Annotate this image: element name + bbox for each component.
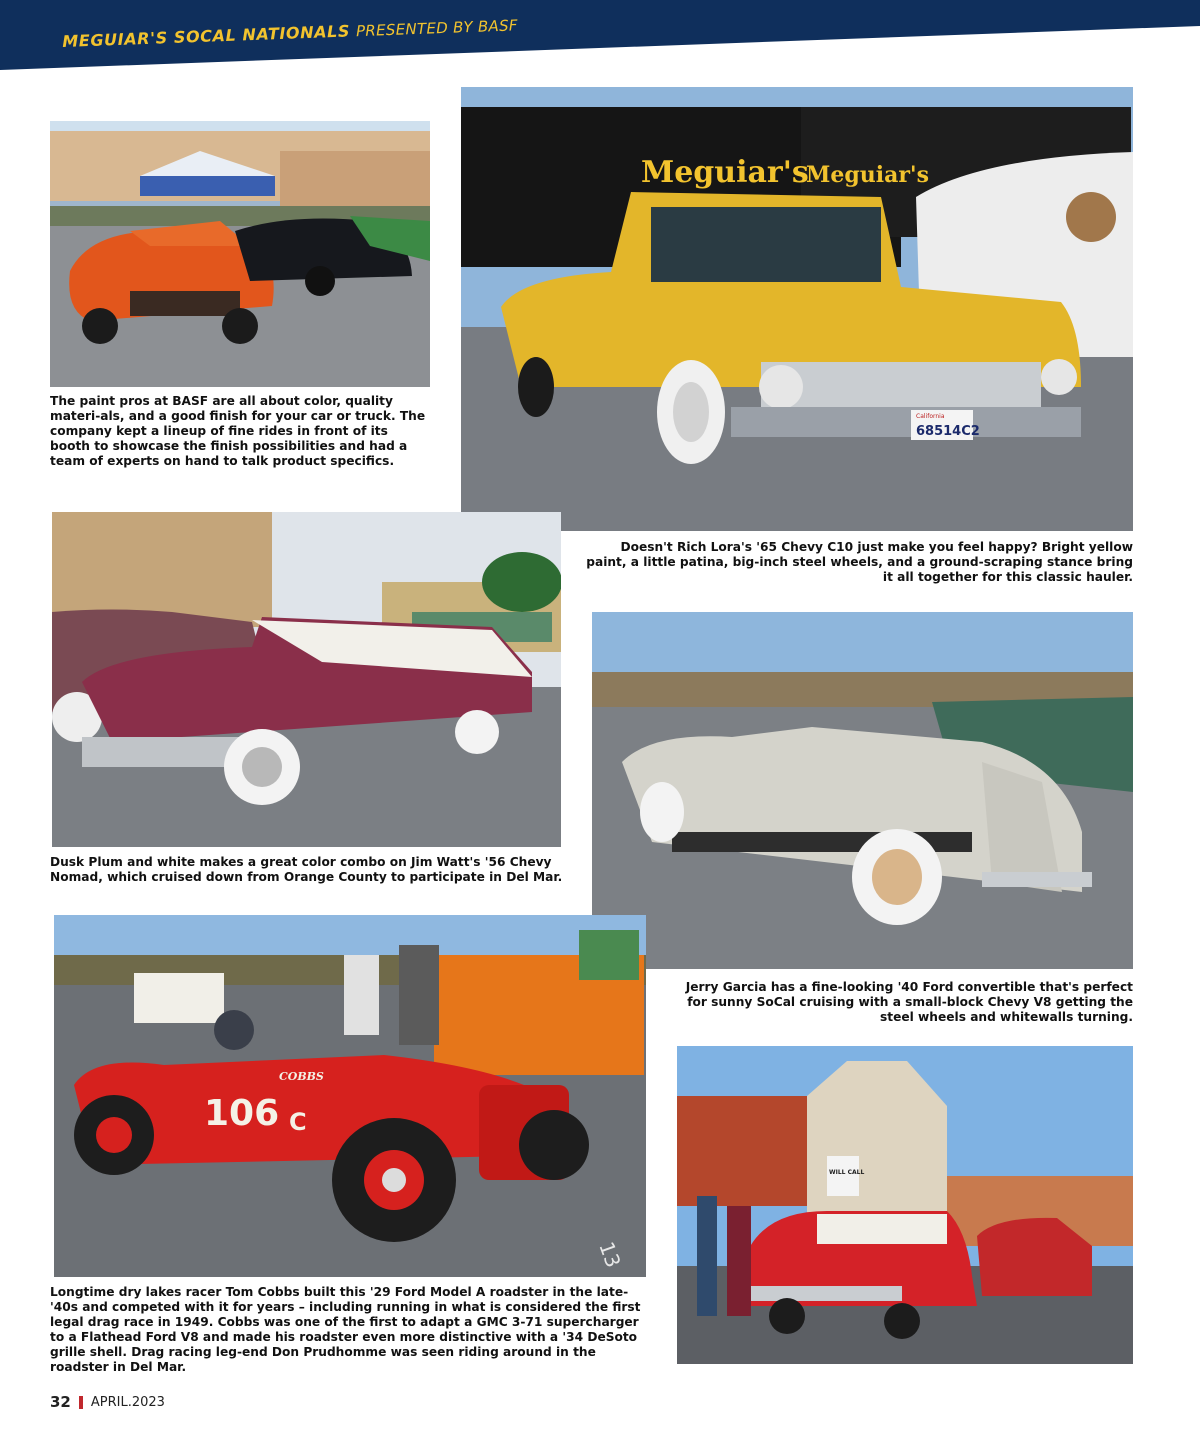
license-plate: 68514C2 (916, 424, 980, 439)
cobbs-lettering: COBBS (279, 1070, 324, 1083)
photo-chevy-nomad (52, 512, 561, 847)
photo-basf-booth (50, 121, 430, 387)
caption-nomad: Dusk Plum and white makes a great color combo on Jim Watt's '56 Chevy Nomad, which cruised down from Orange County to participate in Del Mar. (50, 855, 563, 884)
section-title: MEGUIAR'S SOCAL NATIONALS (62, 21, 351, 51)
issue-date: APRIL.2023 (90, 1394, 165, 1410)
caption-model-a: Longtime dry lakes racer Tom Cobbs built this '29 Ford Model A roadster in the late-'40s and competed with it for years – including running in what is considered the first legal drag race in 1949. Cobbs was one of the first to adapt a GMC 3-71 supercharger to a Flathead Ford V8 and made his roadster even more distinctive with a '34 DeSoto grille shell. Drag racing leg-end Don Prudhomme was seen riding around in the roadster in Del Mar. (50, 1285, 641, 1374)
photo-chevy-c10 (461, 87, 1133, 531)
racer-class: C (289, 1108, 307, 1136)
meguiars-logo-1: Meguiar's (641, 155, 809, 190)
racer-number: 106 (204, 1093, 280, 1134)
photo-ford-convertible (592, 612, 1133, 969)
plate-state: California (916, 413, 945, 420)
photo-del-mar-ford (677, 1046, 1133, 1364)
page-footer (50, 1393, 165, 1411)
page-number: 32 (50, 1393, 71, 1411)
caption-ford-convertible: Jerry Garcia has a fine-looking '40 Ford convertible that's perfect for sunny SoCal cruising with a small-block Chevy V8 getting the steel wheels and whitewalls turning. (685, 980, 1133, 1024)
parking-spot-number: 13 (594, 1238, 626, 1271)
footer-divider (79, 1396, 83, 1409)
caption-chevy-c10: Doesn't Rich Lora's '65 Chevy C10 just make you feel happy? Bright yellow paint, a little patina, big-inch steel wheels, and a ground-scraping stance bring it all together for this classic hauler. (586, 540, 1133, 584)
caption-basf: The paint pros at BASF are all about color, quality materi-als, and a good finish for your car or truck. The company kept a lineup of fine rides in front of its booth to showcase the finish possibilities and had a team of experts on hand to talk product specifics. (50, 394, 426, 468)
meguiars-logo-2: Meguiar's (806, 162, 930, 188)
section-subtitle: PRESENTED BY BASF (355, 16, 519, 41)
will-call-sign: WILL CALL (829, 1169, 865, 1176)
photo-model-a-roadster (54, 915, 646, 1277)
